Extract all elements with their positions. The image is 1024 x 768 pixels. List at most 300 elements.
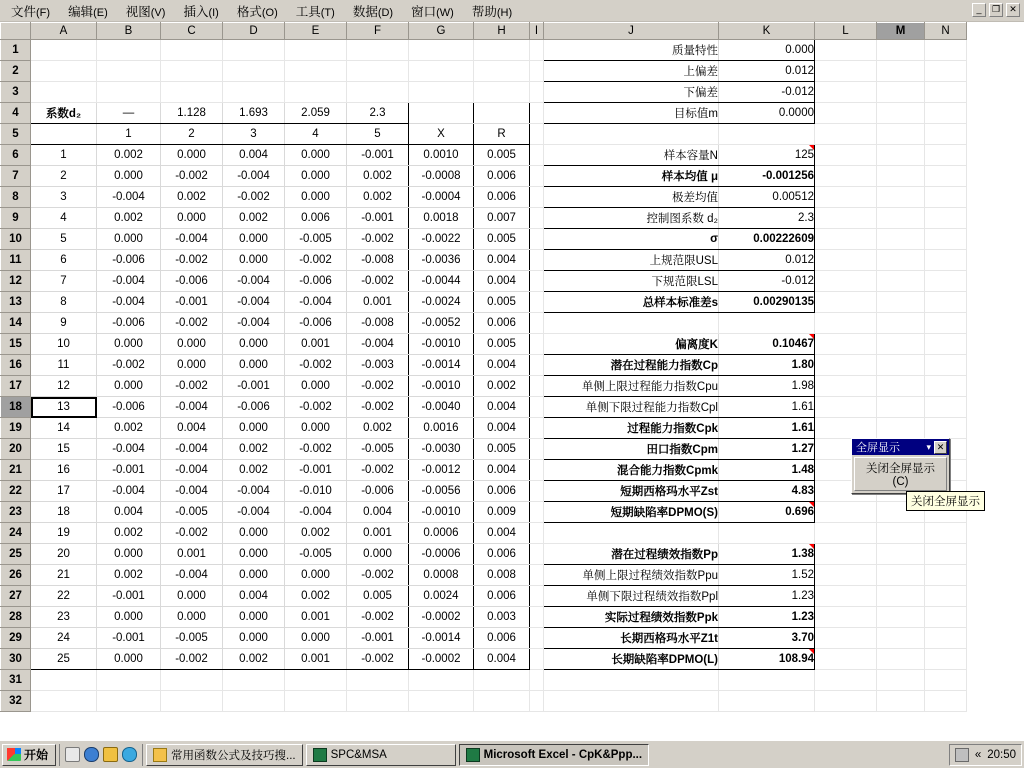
cell-k30[interactable]: 108.94 (719, 649, 815, 670)
cell-h29[interactable]: 0.006 (474, 628, 530, 649)
cell-m2[interactable] (877, 61, 925, 82)
select-all-corner[interactable] (1, 23, 31, 40)
table-row[interactable] (1, 313, 967, 334)
cell-k3[interactable]: -0.012 (719, 82, 815, 103)
cell-l31[interactable] (815, 670, 877, 691)
row-header-7[interactable]: 7 (1, 166, 31, 187)
row-header-9[interactable]: 9 (1, 208, 31, 229)
table-row[interactable] (1, 628, 967, 649)
cell-e28[interactable]: 0.001 (285, 607, 347, 628)
cell-k20[interactable]: 1.27 (719, 439, 815, 460)
cell-i30[interactable] (530, 649, 544, 670)
cell-i3[interactable] (530, 82, 544, 103)
cell-h17[interactable]: 0.002 (474, 376, 530, 397)
cell-h10[interactable]: 0.005 (474, 229, 530, 250)
cell-i4[interactable] (530, 103, 544, 124)
cell-j8[interactable]: 极差均值 (544, 187, 719, 208)
cell-a12[interactable]: 7 (31, 271, 97, 292)
cell-i32[interactable] (530, 691, 544, 712)
cell-n14[interactable] (925, 313, 967, 334)
cell-e13[interactable]: -0.004 (285, 292, 347, 313)
cell-n2[interactable] (925, 61, 967, 82)
cell-c13[interactable]: -0.001 (161, 292, 223, 313)
cell-n29[interactable] (925, 628, 967, 649)
cell-c23[interactable]: -0.005 (161, 502, 223, 523)
cell-e10[interactable]: -0.005 (285, 229, 347, 250)
cell-k27[interactable]: 1.23 (719, 586, 815, 607)
cell-l27[interactable] (815, 586, 877, 607)
cell-m15[interactable] (877, 334, 925, 355)
cell-g8[interactable]: -0.0004 (409, 187, 474, 208)
cell-b20[interactable]: -0.004 (97, 439, 161, 460)
table-row[interactable] (1, 397, 967, 418)
row-header-2[interactable]: 2 (1, 61, 31, 82)
cell-m19[interactable] (877, 418, 925, 439)
cell-d8[interactable]: -0.002 (223, 187, 285, 208)
cell-e4[interactable]: 2.059 (285, 103, 347, 124)
cell-f15[interactable]: -0.004 (347, 334, 409, 355)
cell-i9[interactable] (530, 208, 544, 229)
row-header-16[interactable]: 16 (1, 355, 31, 376)
cell-m3[interactable] (877, 82, 925, 103)
cell-b12[interactable]: -0.004 (97, 271, 161, 292)
cell-g32[interactable] (409, 691, 474, 712)
cell-n24[interactable] (925, 523, 967, 544)
menu-insert[interactable] (174, 0, 227, 23)
cell-c6[interactable]: 0.000 (161, 145, 223, 166)
cell-g9[interactable]: 0.0018 (409, 208, 474, 229)
cell-a7[interactable]: 2 (31, 166, 97, 187)
cell-m14[interactable] (877, 313, 925, 334)
cell-k21[interactable]: 1.48 (719, 460, 815, 481)
cell-n31[interactable] (925, 670, 967, 691)
cell-b30[interactable]: 0.000 (97, 649, 161, 670)
cell-i28[interactable] (530, 607, 544, 628)
cell-e16[interactable]: -0.002 (285, 355, 347, 376)
cell-a23[interactable]: 18 (31, 502, 97, 523)
menu-tools[interactable] (287, 0, 344, 23)
cell-e21[interactable]: -0.001 (285, 460, 347, 481)
cell-h14[interactable]: 0.006 (474, 313, 530, 334)
cell-c32[interactable] (161, 691, 223, 712)
cell-j28[interactable]: 实际过程绩效指数Ppk (544, 607, 719, 628)
cell-j4[interactable]: 目标值m (544, 103, 719, 124)
cell-n30[interactable] (925, 649, 967, 670)
cell-d11[interactable]: 0.000 (223, 250, 285, 271)
cell-m18[interactable] (877, 397, 925, 418)
cell-j20[interactable]: 田口指数Cpm (544, 439, 719, 460)
column-header-h[interactable]: H (474, 23, 530, 40)
cell-a13[interactable]: 8 (31, 292, 97, 313)
cell-l2[interactable] (815, 61, 877, 82)
cell-l7[interactable] (815, 166, 877, 187)
cell-k13[interactable]: 0.00290135 (719, 292, 815, 313)
cell-i22[interactable] (530, 481, 544, 502)
cell-f23[interactable]: 0.004 (347, 502, 409, 523)
cell-d25[interactable]: 0.000 (223, 544, 285, 565)
cell-d2[interactable] (223, 61, 285, 82)
cell-n9[interactable] (925, 208, 967, 229)
cell-c4[interactable]: 1.128 (161, 103, 223, 124)
cell-e29[interactable]: 0.000 (285, 628, 347, 649)
cell-n19[interactable] (925, 418, 967, 439)
cell-j5[interactable] (544, 124, 719, 145)
cell-f18[interactable]: -0.002 (347, 397, 409, 418)
cell-h4[interactable] (474, 103, 530, 124)
cell-j22[interactable]: 短期西格玛水平Zst (544, 481, 719, 502)
cell-n12[interactable] (925, 271, 967, 292)
column-header-l[interactable]: L (815, 23, 877, 40)
cell-j26[interactable]: 单侧上限过程绩效指数Ppu (544, 565, 719, 586)
cell-c16[interactable]: 0.000 (161, 355, 223, 376)
cell-f6[interactable]: -0.001 (347, 145, 409, 166)
cell-d10[interactable]: 0.000 (223, 229, 285, 250)
cell-e27[interactable]: 0.002 (285, 586, 347, 607)
row-header-5[interactable]: 5 (1, 124, 31, 145)
cell-m16[interactable] (877, 355, 925, 376)
column-header-d[interactable]: D (223, 23, 285, 40)
cell-k19[interactable]: 1.61 (719, 418, 815, 439)
cell-f2[interactable] (347, 61, 409, 82)
cell-i25[interactable] (530, 544, 544, 565)
cell-g30[interactable]: -0.0002 (409, 649, 474, 670)
cell-d13[interactable]: -0.004 (223, 292, 285, 313)
table-row[interactable] (1, 607, 967, 628)
cell-k18[interactable]: 1.61 (719, 397, 815, 418)
cell-n11[interactable] (925, 250, 967, 271)
cell-i17[interactable] (530, 376, 544, 397)
cell-m29[interactable] (877, 628, 925, 649)
row-header-11[interactable]: 11 (1, 250, 31, 271)
cell-a25[interactable]: 20 (31, 544, 97, 565)
cell-h13[interactable]: 0.005 (474, 292, 530, 313)
cell-b15[interactable]: 0.000 (97, 334, 161, 355)
cell-e8[interactable]: 0.000 (285, 187, 347, 208)
cell-h11[interactable]: 0.004 (474, 250, 530, 271)
cell-g26[interactable]: 0.0008 (409, 565, 474, 586)
cell-h25[interactable]: 0.006 (474, 544, 530, 565)
cell-f12[interactable]: -0.002 (347, 271, 409, 292)
cell-a26[interactable]: 21 (31, 565, 97, 586)
cell-b13[interactable]: -0.004 (97, 292, 161, 313)
cell-d12[interactable]: -0.004 (223, 271, 285, 292)
cell-k12[interactable]: -0.012 (719, 271, 815, 292)
cell-i13[interactable] (530, 292, 544, 313)
cell-g22[interactable]: -0.0056 (409, 481, 474, 502)
cell-k10[interactable]: 0.00222609 (719, 229, 815, 250)
cell-g4[interactable] (409, 103, 474, 124)
cell-i5[interactable] (530, 124, 544, 145)
cell-l3[interactable] (815, 82, 877, 103)
cell-h6[interactable]: 0.005 (474, 145, 530, 166)
cell-n8[interactable] (925, 187, 967, 208)
cell-b29[interactable]: -0.001 (97, 628, 161, 649)
taskbar-item-spcmsa[interactable] (306, 744, 456, 766)
table-row[interactable] (1, 649, 967, 670)
cell-d22[interactable]: -0.004 (223, 481, 285, 502)
cell-m25[interactable] (877, 544, 925, 565)
cell-k31[interactable] (719, 670, 815, 691)
cell-d16[interactable]: 0.000 (223, 355, 285, 376)
cell-a31[interactable] (31, 670, 97, 691)
row-header-8[interactable]: 8 (1, 187, 31, 208)
cell-j21[interactable]: 混合能力指数Cpmk (544, 460, 719, 481)
cell-e7[interactable]: 0.000 (285, 166, 347, 187)
cell-a9[interactable]: 4 (31, 208, 97, 229)
cell-g25[interactable]: -0.0006 (409, 544, 474, 565)
cell-d15[interactable]: 0.000 (223, 334, 285, 355)
outlook-icon[interactable] (103, 747, 118, 762)
cell-f26[interactable]: -0.002 (347, 565, 409, 586)
cell-l10[interactable] (815, 229, 877, 250)
cell-f8[interactable]: 0.002 (347, 187, 409, 208)
cell-n7[interactable] (925, 166, 967, 187)
cell-l16[interactable] (815, 355, 877, 376)
cell-a14[interactable]: 9 (31, 313, 97, 334)
cell-g1[interactable] (409, 40, 474, 61)
table-row[interactable] (1, 229, 967, 250)
cell-i1[interactable] (530, 40, 544, 61)
cell-g27[interactable]: 0.0024 (409, 586, 474, 607)
column-header-g[interactable]: G (409, 23, 474, 40)
cell-i20[interactable] (530, 439, 544, 460)
column-header-a[interactable]: A (31, 23, 97, 40)
cell-h21[interactable]: 0.004 (474, 460, 530, 481)
table-row[interactable] (1, 502, 967, 523)
cell-f19[interactable]: 0.002 (347, 418, 409, 439)
cell-f13[interactable]: 0.001 (347, 292, 409, 313)
cell-k6[interactable]: 125 (719, 145, 815, 166)
cell-l6[interactable] (815, 145, 877, 166)
table-row[interactable] (1, 166, 967, 187)
worksheet-grid[interactable] (0, 22, 967, 712)
table-row[interactable] (1, 544, 967, 565)
column-header-c[interactable]: C (161, 23, 223, 40)
cell-b11[interactable]: -0.006 (97, 250, 161, 271)
cell-k25[interactable]: 1.38 (719, 544, 815, 565)
column-header-e[interactable]: E (285, 23, 347, 40)
cell-a28[interactable]: 23 (31, 607, 97, 628)
cell-d17[interactable]: -0.001 (223, 376, 285, 397)
table-row[interactable] (1, 82, 967, 103)
row-header-18[interactable]: 18 (1, 397, 31, 418)
cell-c17[interactable]: -0.002 (161, 376, 223, 397)
cell-m27[interactable] (877, 586, 925, 607)
cell-k2[interactable]: 0.012 (719, 61, 815, 82)
row-header-3[interactable]: 3 (1, 82, 31, 103)
cell-j11[interactable]: 上规范限USL (544, 250, 719, 271)
cell-b19[interactable]: 0.002 (97, 418, 161, 439)
tray-expand-icon[interactable]: « (974, 748, 982, 761)
cell-b18[interactable]: -0.006 (97, 397, 161, 418)
cell-e15[interactable]: 0.001 (285, 334, 347, 355)
cell-k14[interactable] (719, 313, 815, 334)
cell-f22[interactable]: -0.006 (347, 481, 409, 502)
cell-g7[interactable]: -0.0008 (409, 166, 474, 187)
cell-m9[interactable] (877, 208, 925, 229)
cell-n10[interactable] (925, 229, 967, 250)
cell-c29[interactable]: -0.005 (161, 628, 223, 649)
cell-c26[interactable]: -0.004 (161, 565, 223, 586)
cell-j32[interactable] (544, 691, 719, 712)
cell-h9[interactable]: 0.007 (474, 208, 530, 229)
cell-f7[interactable]: 0.002 (347, 166, 409, 187)
cell-g21[interactable]: -0.0012 (409, 460, 474, 481)
cell-j9[interactable]: 控制图系数 d₂ (544, 208, 719, 229)
cell-i6[interactable] (530, 145, 544, 166)
cell-m32[interactable] (877, 691, 925, 712)
cell-k11[interactable]: 0.012 (719, 250, 815, 271)
cell-c19[interactable]: 0.004 (161, 418, 223, 439)
cell-h30[interactable]: 0.004 (474, 649, 530, 670)
table-row[interactable] (1, 250, 967, 271)
cell-i11[interactable] (530, 250, 544, 271)
row-header-6[interactable]: 6 (1, 145, 31, 166)
cell-j14[interactable] (544, 313, 719, 334)
cell-d5[interactable]: 3 (223, 124, 285, 145)
row-header-22[interactable]: 22 (1, 481, 31, 502)
cell-l18[interactable] (815, 397, 877, 418)
cell-l19[interactable] (815, 418, 877, 439)
cell-a27[interactable]: 22 (31, 586, 97, 607)
row-header-27[interactable]: 27 (1, 586, 31, 607)
cell-h31[interactable] (474, 670, 530, 691)
cell-n18[interactable] (925, 397, 967, 418)
cell-b26[interactable]: 0.002 (97, 565, 161, 586)
cell-e20[interactable]: -0.002 (285, 439, 347, 460)
cell-e6[interactable]: 0.000 (285, 145, 347, 166)
cell-m8[interactable] (877, 187, 925, 208)
cell-e17[interactable]: 0.000 (285, 376, 347, 397)
row-header-31[interactable]: 31 (1, 670, 31, 691)
table-row[interactable] (1, 208, 967, 229)
cell-i8[interactable] (530, 187, 544, 208)
cell-m1[interactable] (877, 40, 925, 61)
cell-l14[interactable] (815, 313, 877, 334)
cell-c1[interactable] (161, 40, 223, 61)
cell-l28[interactable] (815, 607, 877, 628)
cell-i19[interactable] (530, 418, 544, 439)
cell-a19[interactable]: 14 (31, 418, 97, 439)
cell-h28[interactable]: 0.003 (474, 607, 530, 628)
cell-h1[interactable] (474, 40, 530, 61)
cell-l5[interactable] (815, 124, 877, 145)
cell-a30[interactable]: 25 (31, 649, 97, 670)
cell-i23[interactable] (530, 502, 544, 523)
cell-f32[interactable] (347, 691, 409, 712)
chevron-down-icon[interactable]: ▾ (926, 441, 931, 452)
cell-f14[interactable]: -0.008 (347, 313, 409, 334)
table-row[interactable] (1, 691, 967, 712)
cell-j31[interactable] (544, 670, 719, 691)
table-row[interactable] (1, 460, 967, 481)
cell-j27[interactable]: 单侧下限过程绩效指数Ppl (544, 586, 719, 607)
cell-n26[interactable] (925, 565, 967, 586)
table-row[interactable] (1, 418, 967, 439)
cell-f10[interactable]: -0.002 (347, 229, 409, 250)
cell-b21[interactable]: -0.001 (97, 460, 161, 481)
cell-k5[interactable] (719, 124, 815, 145)
table-row[interactable] (1, 565, 967, 586)
cell-i29[interactable] (530, 628, 544, 649)
cell-m7[interactable] (877, 166, 925, 187)
cell-n4[interactable] (925, 103, 967, 124)
cell-j3[interactable]: 下偏差 (544, 82, 719, 103)
cell-d32[interactable] (223, 691, 285, 712)
cell-f16[interactable]: -0.003 (347, 355, 409, 376)
cell-b10[interactable]: 0.000 (97, 229, 161, 250)
cell-i26[interactable] (530, 565, 544, 586)
row-header-26[interactable]: 26 (1, 565, 31, 586)
cell-c24[interactable]: -0.002 (161, 523, 223, 544)
row-header-32[interactable]: 32 (1, 691, 31, 712)
cell-e31[interactable] (285, 670, 347, 691)
cell-d18[interactable]: -0.006 (223, 397, 285, 418)
menu-file[interactable] (2, 0, 59, 23)
table-row[interactable] (1, 145, 967, 166)
cell-c18[interactable]: -0.004 (161, 397, 223, 418)
cell-h19[interactable]: 0.004 (474, 418, 530, 439)
cell-h26[interactable]: 0.008 (474, 565, 530, 586)
cell-d4[interactable]: 1.693 (223, 103, 285, 124)
cell-d14[interactable]: -0.004 (223, 313, 285, 334)
table-row[interactable] (1, 40, 967, 61)
table-row[interactable] (1, 124, 967, 145)
cell-l23[interactable] (815, 502, 877, 523)
cell-a11[interactable]: 6 (31, 250, 97, 271)
cell-a16[interactable]: 11 (31, 355, 97, 376)
cell-a17[interactable]: 12 (31, 376, 97, 397)
cell-g23[interactable]: -0.0010 (409, 502, 474, 523)
cell-f31[interactable] (347, 670, 409, 691)
cell-i10[interactable] (530, 229, 544, 250)
cell-g18[interactable]: -0.0040 (409, 397, 474, 418)
cell-a20[interactable]: 15 (31, 439, 97, 460)
cell-e2[interactable] (285, 61, 347, 82)
cell-d20[interactable]: 0.002 (223, 439, 285, 460)
browser-icon[interactable] (122, 747, 137, 762)
cell-h2[interactable] (474, 61, 530, 82)
cell-m26[interactable] (877, 565, 925, 586)
cell-e18[interactable]: -0.002 (285, 397, 347, 418)
close-button[interactable]: ✕ (1006, 3, 1020, 17)
cell-b4[interactable]: — (97, 103, 161, 124)
row-header-29[interactable]: 29 (1, 628, 31, 649)
printer-icon[interactable] (955, 748, 969, 762)
cell-h16[interactable]: 0.004 (474, 355, 530, 376)
cell-h7[interactable]: 0.006 (474, 166, 530, 187)
cell-j18[interactable]: 单侧下限过程能力指数Cpl (544, 397, 719, 418)
cell-e9[interactable]: 0.006 (285, 208, 347, 229)
cell-k22[interactable]: 4.83 (719, 481, 815, 502)
cell-d29[interactable]: 0.000 (223, 628, 285, 649)
cell-d21[interactable]: 0.002 (223, 460, 285, 481)
cell-e19[interactable]: 0.000 (285, 418, 347, 439)
cell-b25[interactable]: 0.000 (97, 544, 161, 565)
cell-l12[interactable] (815, 271, 877, 292)
cell-l26[interactable] (815, 565, 877, 586)
cell-b14[interactable]: -0.006 (97, 313, 161, 334)
column-header-m[interactable]: M (877, 23, 925, 40)
cell-f20[interactable]: -0.005 (347, 439, 409, 460)
cell-c22[interactable]: -0.004 (161, 481, 223, 502)
cell-n25[interactable] (925, 544, 967, 565)
cell-e24[interactable]: 0.002 (285, 523, 347, 544)
cell-d6[interactable]: 0.004 (223, 145, 285, 166)
cell-f28[interactable]: -0.002 (347, 607, 409, 628)
column-header-f[interactable]: F (347, 23, 409, 40)
cell-h32[interactable] (474, 691, 530, 712)
